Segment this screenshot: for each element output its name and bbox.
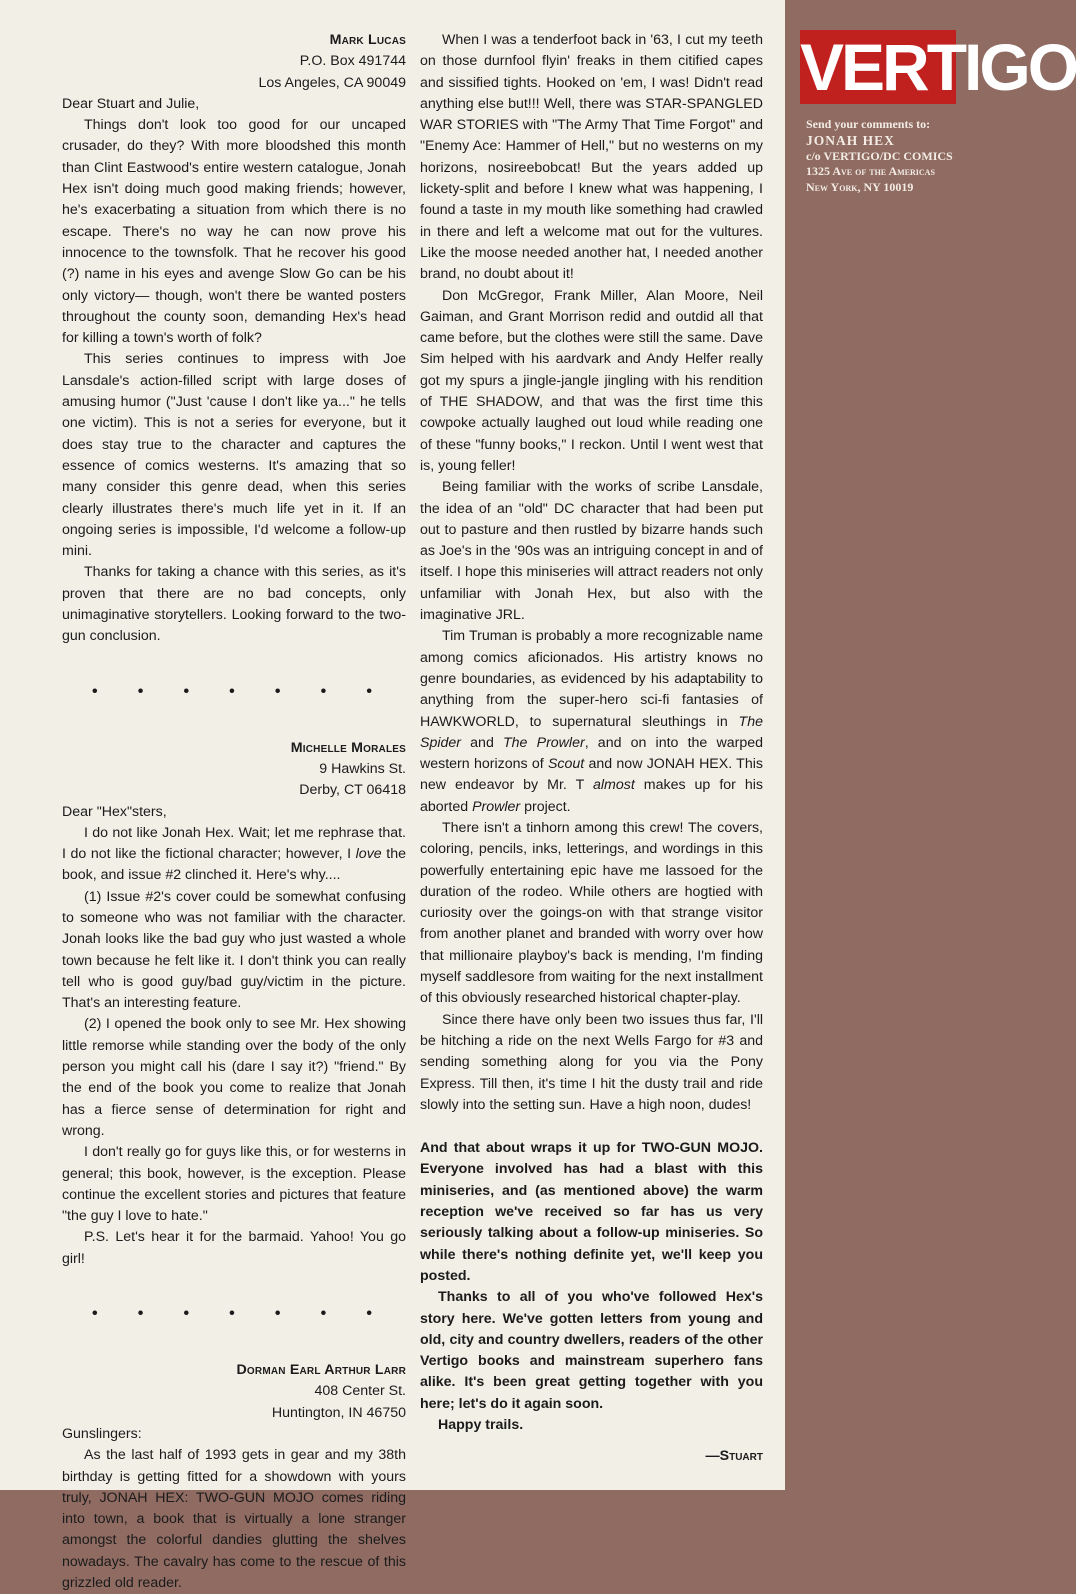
letter3-paragraph-7: Since there have only been two issues thus far, I'll be hitching a ride on the next Wells Fargo for #3 and sending something along for you via the Pony Express. Till then, it's time I hit the dusty trail and ride slowly into the setting sun. Have a high noon, dudes! xyxy=(420,1011,763,1113)
letter3-paragraph-1: As the last half of 1993 gets in gear and my 38th birthday is getting fitted for a showdown with yours truly, JONAH HEX: TWO-GUN MOJO comes riding into town, a book that is virtually a lone stranger amongst the colorful dandies glutting the shelves nowadays. The cavalry has come to the rescue of this grizzled old reader. xyxy=(62,1447,406,1591)
editor-paragraph-3: Happy trails. xyxy=(438,1417,524,1433)
letter2-address-block xyxy=(62,738,406,802)
letter2-address1: 9 Hawkins St. xyxy=(319,760,406,777)
letter1-paragraph-1: Things don't look too good for our uncaped crusader, do they? With more bloodshed this month than Clint Eastwood's entire western catalogue, Jonah Hex isn't doing much good making friends; however, he's exacerbating a situation from which there is no escape. There's no way he can now prove his innocence to the townsfolk. That he recover his good (?) name in his eyes and avenge Slow Go can be his only victory— though, won't there be wanted posters throughout the county soon, demanding Hex's head for killing a town's worth of folk? xyxy=(62,117,406,347)
left-column xyxy=(62,30,406,1594)
dot: • xyxy=(366,682,372,700)
letter2-paragraph-1: I do not like Jonah Hex. Wait; let me rephrase that. I do not like the fictional character; however, I love the book, and issue #2 clinched it. Here's why.... xyxy=(62,824,406,884)
editor-paragraph-2: Thanks to all of you who've followed Hex's story here. We've gotten letters from young and old, city and country dwellers, readers of the other Vertigo books and mainstream superhero fans alike. It's been great getting together with you here; let's do it again soon. xyxy=(420,1289,763,1412)
letter3-paragraph-6: There isn't a tinhorn among this crew! The covers, coloring, pencils, inks, letterings, and wordings in this powerfully entertaining epic have me lassoed for the duration of the rodeo. While others are hogtied with curiosity over the goings-on with that strange visitor from another planet and branded with worry over how that millionaire playboy's back is mending, I'm finding myself saddlesore from waiting for the next installment of this obviously researched historical chapter-play. xyxy=(420,819,763,1007)
dot: • xyxy=(229,1305,235,1323)
dot: • xyxy=(320,682,327,700)
letter2-paragraph-3: (2) I opened the book only to see Mr. Hex showing little remorse while standing over the body of the only person you might call his (dare I say it?) "friend." By the end of the book you come to realize that Jonah has a fierce sense of determination for right and wrong. xyxy=(62,1016,406,1139)
dot: • xyxy=(92,682,98,700)
letter1-address1: P.O. Box 491744 xyxy=(299,53,406,70)
dot: • xyxy=(274,682,281,700)
mail-address-block xyxy=(806,117,964,196)
sidebar-panel xyxy=(785,0,1076,1490)
editor-reply xyxy=(420,1138,763,1467)
editor-paragraph-1: And that about wraps it up for TWO-GUN MOJO. Everyone involved has had a blast with this miniseries, and (as mentioned above) the warm reception we've received so far has us very seriously talking about a follow-up miniseries. So while there's nothing definite yet, we'll keep you posted. xyxy=(420,1140,763,1284)
letter1-paragraph-3: Thanks for taking a chance with this series, as it's proven that there are no bad concepts, only unimaginative storytellers. Looking forward to the two-gun conclusion. xyxy=(62,564,406,645)
dot: • xyxy=(183,1305,190,1323)
letter1-address-block xyxy=(62,30,406,94)
editor-signature: —Stuart xyxy=(705,1448,763,1465)
letter3-paragraph-4: Being familiar with the works of scribe Lansdale, the idea of an "old" DC character that had been put out to pasture and then rustled by bizarre hands such as Joe's in the '90s was an intriguing concept in and of itself. I hope this miniseries will attract readers not only unfamiliar with Jonah Hex, but also with the imaginative JRL. xyxy=(420,479,764,624)
mail-line-2: 1325 Ave of the Americas xyxy=(806,164,935,179)
right-column xyxy=(420,30,763,1468)
letter2-salutation: Dear "Hex"sters, xyxy=(62,803,167,820)
send-comments-label: Send your comments to: xyxy=(806,117,931,131)
letter1-paragraph-2: This series continues to impress with Joe Lansdale's action-filled script with large doses of amusing humor ("Just 'cause I don't like ya..." he tells one victim). This is not a series for everyone, but it does stay true to the character and captures the essence of comics westerns. It's amazing that so many consider this genre dead, when this series clearly illustrates there's much life yet in it. If an ongoing series is impossible, I'd welcome a follow-up mini. xyxy=(62,351,406,560)
letter3-address2: Huntington, IN 46750 xyxy=(271,1404,406,1421)
letter2-paragraph-4: I don't really go for guys like this, or for westerns in general; this book, however, is the exception. Please continue the excellent stories and pictures that feature "the guy I love to hate." xyxy=(62,1144,406,1225)
dot: • xyxy=(183,682,190,700)
letter2-paragraph-5: P.S. Let's hear it for the barmaid. Yahoo! You go girl! xyxy=(62,1229,406,1267)
dot: • xyxy=(366,1305,372,1323)
letter3-paragraph-2: When I was a tenderfoot back in '63, I cut my teeth on those durnfool flyin' freaks in them citified capes and sissified tights. Hooked on 'em, I was! Didn't read anything else but!!! Well, there was STAR-SPANGLED WAR STORIES with "The Army That Time Forgot" and "Enemy Ace: Hammer of Hell," but no westerns on my horizons, nosireebobcat! But the years added up lickety-split and before I knew what was happening, I found a taste in my mouth like something had crawled in there and left a welcome mat out for the vultures. Like the moose needed another hat, I needed another brand, no doubt about it! xyxy=(420,32,763,283)
separator-dots-2 xyxy=(62,1304,406,1324)
mail-line-1: c/o VERTIGO/DC COMICS xyxy=(806,148,953,163)
letter1-salutation: Dear Stuart and Julie, xyxy=(62,95,200,112)
dot: • xyxy=(320,1305,327,1323)
letter3-salutation: Gunslingers: xyxy=(62,1425,142,1442)
dot: • xyxy=(229,682,235,700)
separator-dots-1 xyxy=(62,682,406,702)
letter3-paragraph-5: Tim Truman is probably a more recognizable name among comics aficionados. His artistry knows no genre boundaries, as evidenced by his adaptability to anything from the super-hero sci-fi fantasies of HAWKWORLD, to supernatural sleuthings in The Spider and The Prowler, and on into the warped western horizons of Scout and now JONAH HEX. This new endeavor by Mr. T almost makes up for his aborted Prowler project. xyxy=(420,628,763,815)
letter2-paragraph-2: (1) Issue #2's cover could be somewhat confusing to someone who was not familiar with the character. Jonah looks like the bad guy who just wasted a whole town because he felt like it. I don't think you can really tell who is good guy/bad guy/victim in the picture. That's an interesting feature. xyxy=(62,888,406,1012)
mail-line-3: New York, NY 10019 xyxy=(806,180,914,195)
dot: • xyxy=(274,1305,281,1323)
letter3-name: Dorman Earl Arthur Larr xyxy=(236,1362,406,1379)
letter1-name: Mark Lucas xyxy=(329,32,406,48)
letter1-address2: Los Angeles, CA 90049 xyxy=(258,74,406,91)
dot: • xyxy=(92,1305,98,1323)
letter3-paragraph-3: Don McGregor, Frank Miller, Alan Moore, Neil Gaiman, and Grant Morrison redid and outdid all that came before, but the clothes were still the same. Dave Sim helped with his aardvark and Andy Helfer really got my spurs a jingle-jangle jingling with his rendition of THE SHADOW, and that was the first time this cowpoke actually laughed out loud while reading one of these "funny books," I reckon. Until I went west that is, young feller! xyxy=(420,287,763,474)
letter2-name: Michelle Morales xyxy=(290,739,406,756)
letter3-address-block xyxy=(62,1360,406,1424)
dot: • xyxy=(137,682,144,700)
letter3-address1: 408 Center St. xyxy=(314,1383,406,1400)
series-title: JONAH HEX xyxy=(806,132,895,148)
vertigo-logo: VERTIGO xyxy=(800,30,1076,104)
letter2-address2: Derby, CT 06418 xyxy=(299,782,406,799)
dot: • xyxy=(137,1305,144,1323)
